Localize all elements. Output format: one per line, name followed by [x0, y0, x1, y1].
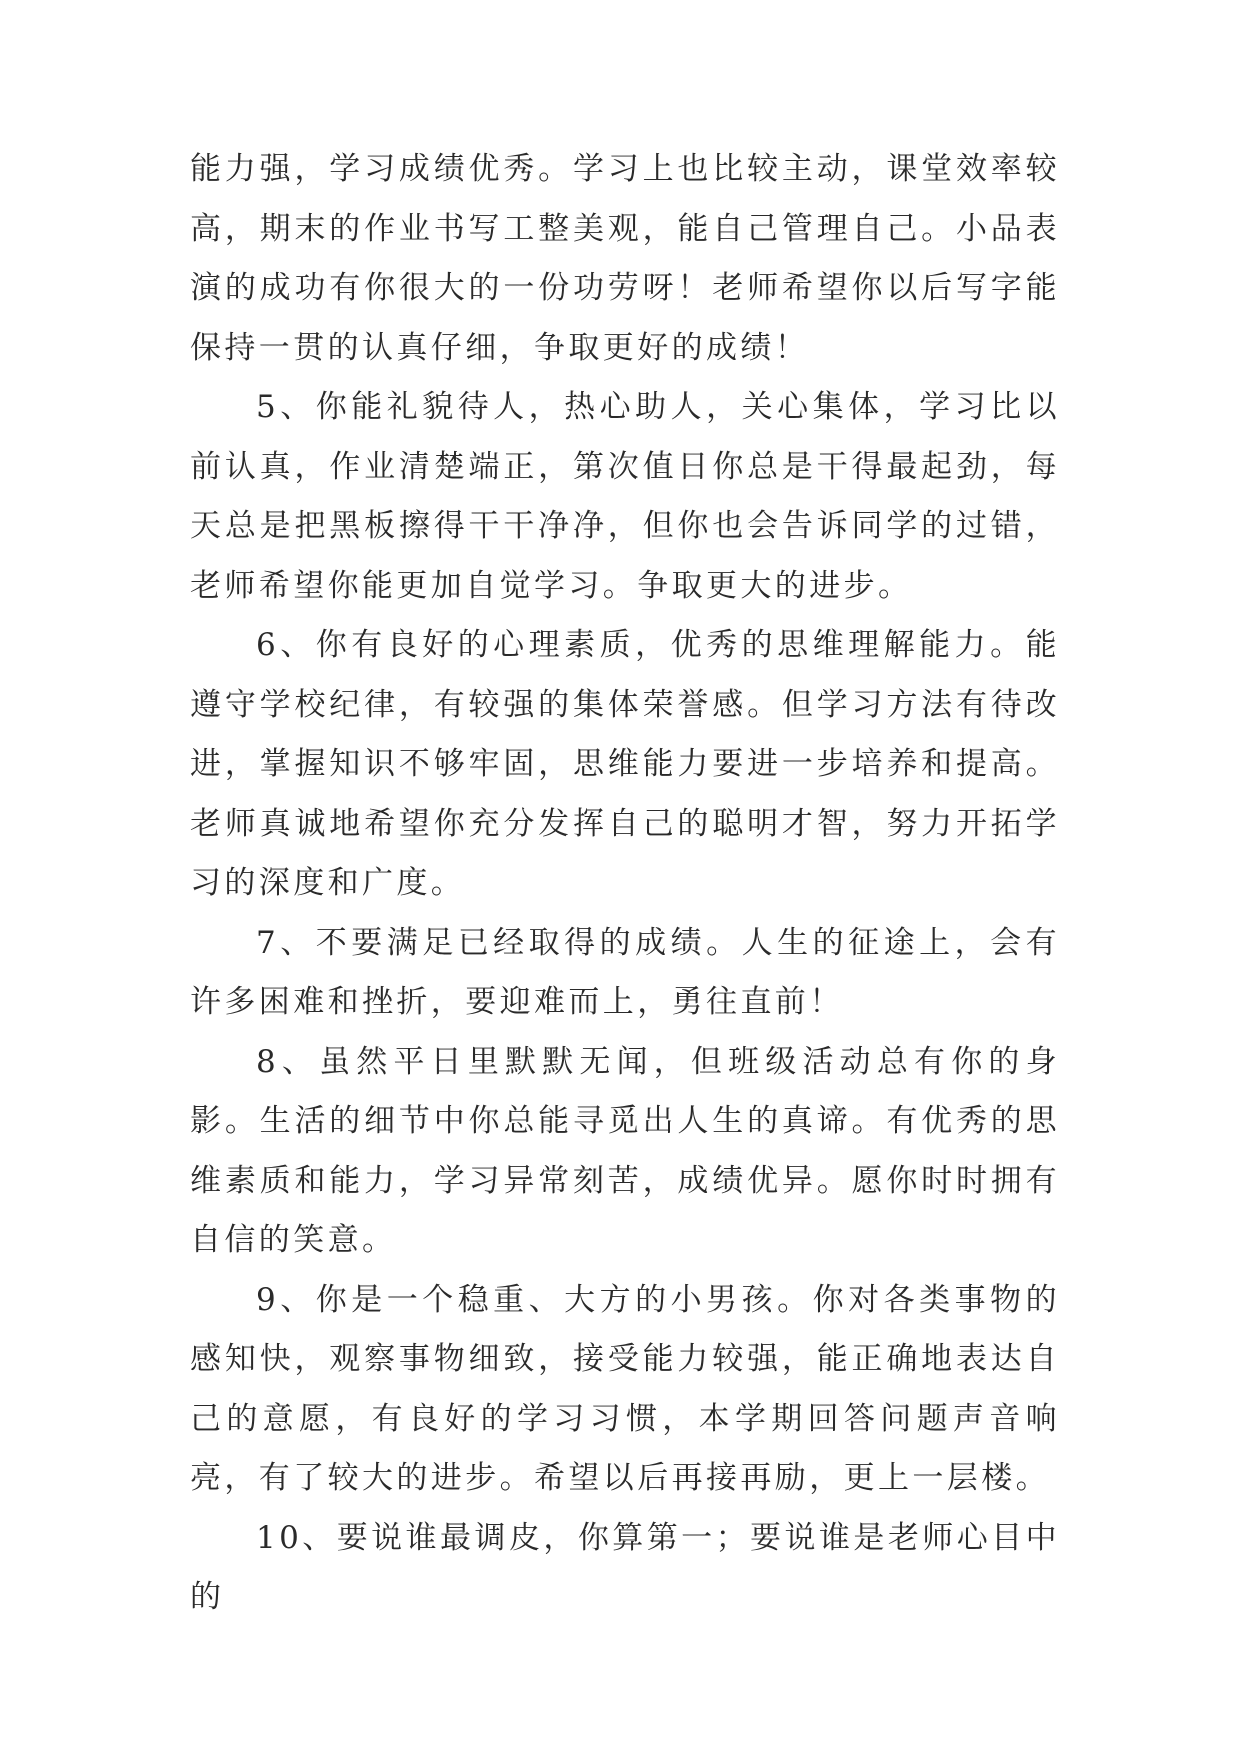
paragraph-item-7: 7、不要满足已经取得的成绩。人生的征途上，会有许多困难和挫折，要迎难而上，勇往直前！ [190, 924, 1060, 1020]
paragraph-item-10: 10、要说谁最调皮，你算第一；要说谁是老师心目中的 [190, 1519, 1060, 1615]
paragraph-item-9: 9、你是一个稳重、大方的小男孩。你对各类事物的感知快，观察事物细致，接受能力较强，能正确地表达自己的意愿，有良好的学习习惯，本学期回答问题声音响亮，有了较大的进步。希望以后再接再励，更上一层楼。 [190, 1281, 1060, 1496]
paragraph-item-6: 6、你有良好的心理素质，优秀的思维理解能力。能遵守学校纪律，有较强的集体荣誉感。但学习方法有待改进，掌握知识不够牢固，思维能力要进一步培养和提高。老师真诚地希望你充分发挥自己的聪明才智，努力开拓学习的深度和广度。 [190, 627, 1060, 901]
paragraph-continuation: 能力强，学习成绩优秀。学习上也比较主动，课堂效率较高，期末的作业书写工整美观，能自己管理自己。小品表演的成功有你很大的一份功劳呀！老师希望你以后写字能保持一贯的认真仔细，争取更好的成绩！ [190, 151, 1060, 366]
document-body [190, 140, 1060, 1628]
paragraph-item-5: 5、你能礼貌待人，热心助人，关心集体，学习比以前认真，作业清楚端正，第次值日你总是干得最起劲，每天总是把黑板擦得干干净净，但你也会告诉同学的过错，老师希望你能更加自觉学习。争取更大的进步。 [190, 389, 1060, 604]
paragraph-item-8: 8、虽然平日里默默无闻，但班级活动总有你的身影。生活的细节中你总能寻觅出人生的真谛。有优秀的思维素质和能力，学习异常刻苦，成绩优异。愿你时时拥有自信的笑意。 [190, 1043, 1060, 1258]
